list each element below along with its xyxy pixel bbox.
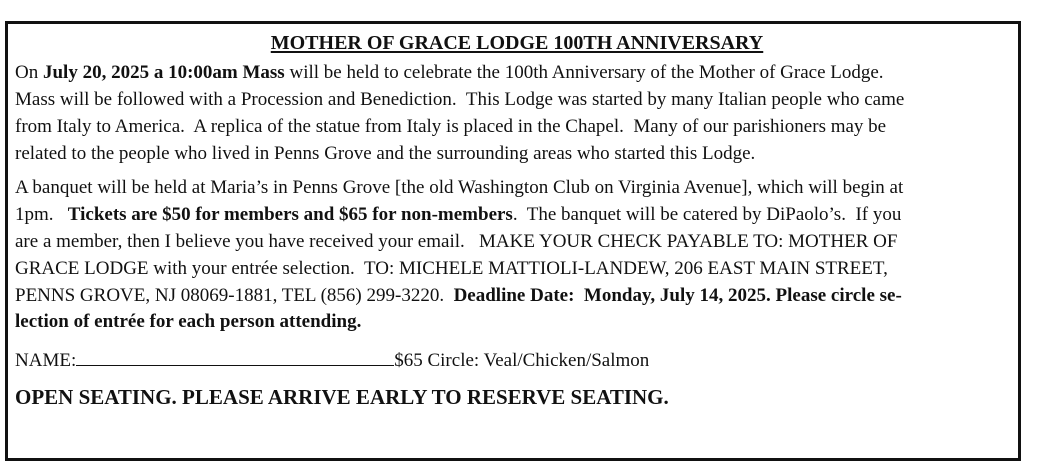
text-segment: will be held to celebrate the 100th Anniversary of the Mother of Grace Lodge.: [284, 62, 884, 83]
text-segment: On: [15, 62, 43, 83]
paragraph-2-line-6: lection of entrée for each person attending.: [15, 311, 362, 332]
paragraph-1-line-3: from Italy to America. A replica of the statue from Italy is placed in the Chapel. Many of our parishioners may be: [15, 116, 887, 137]
paragraph-2-line-1: A banquet will be held at Maria’s in Penns Grove [the old Washington Club on Virginia Avenue], which will begin at: [15, 177, 904, 198]
ticket-prices: Tickets are $50 for members and $65 for non-members: [67, 204, 513, 225]
name-label: NAME:: [15, 350, 77, 371]
mass-date-time: July 20, 2025 a 10:00am Mass: [42, 62, 285, 83]
paragraph-1-line-2: Mass will be followed with a Procession and Benediction. This Lodge was started by many Italian people who came: [15, 89, 905, 110]
paragraph-2-line-3: are a member, then I believe you have received your email. MAKE YOUR CHECK PAYABLE TO: MOTHER OF: [15, 231, 898, 252]
text-segment: . The banquet will be catered by DiPaolo’s. If you: [512, 204, 902, 225]
paragraph-1-line-1: [15, 61, 884, 85]
entree-circle-text: $65 Circle: Veal/Chicken/Salmon: [394, 350, 650, 371]
paragraph-2-line-5: [15, 284, 902, 308]
deadline-date: Deadline Date: Monday, July 14, 2025. Please circle se-: [453, 285, 902, 306]
seating-notice: OPEN SEATING. PLEASE ARRIVE EARLY TO RESERVE SEATING.: [15, 385, 669, 409]
text-segment: 1pm.: [15, 204, 68, 225]
paragraph-2-line-4: GRACE LODGE with your entrée selection. TO: MICHELE MATTIOLI-LANDEW, 206 EAST MAIN STREET,: [15, 258, 888, 279]
text-segment: PENNS GROVE, NJ 08069-1881, TEL (856) 299-3220.: [15, 285, 454, 306]
paragraph-1-line-4: related to the people who lived in Penns Grove and the surrounding areas who started this Lodge.: [15, 143, 756, 164]
notice-title: MOTHER OF GRACE LODGE 100TH ANNIVERSARY: [270, 32, 764, 54]
paragraph-2-line-2: [15, 203, 901, 227]
name-entry-line: [15, 348, 649, 373]
name-blank-field[interactable]: [76, 348, 394, 366]
